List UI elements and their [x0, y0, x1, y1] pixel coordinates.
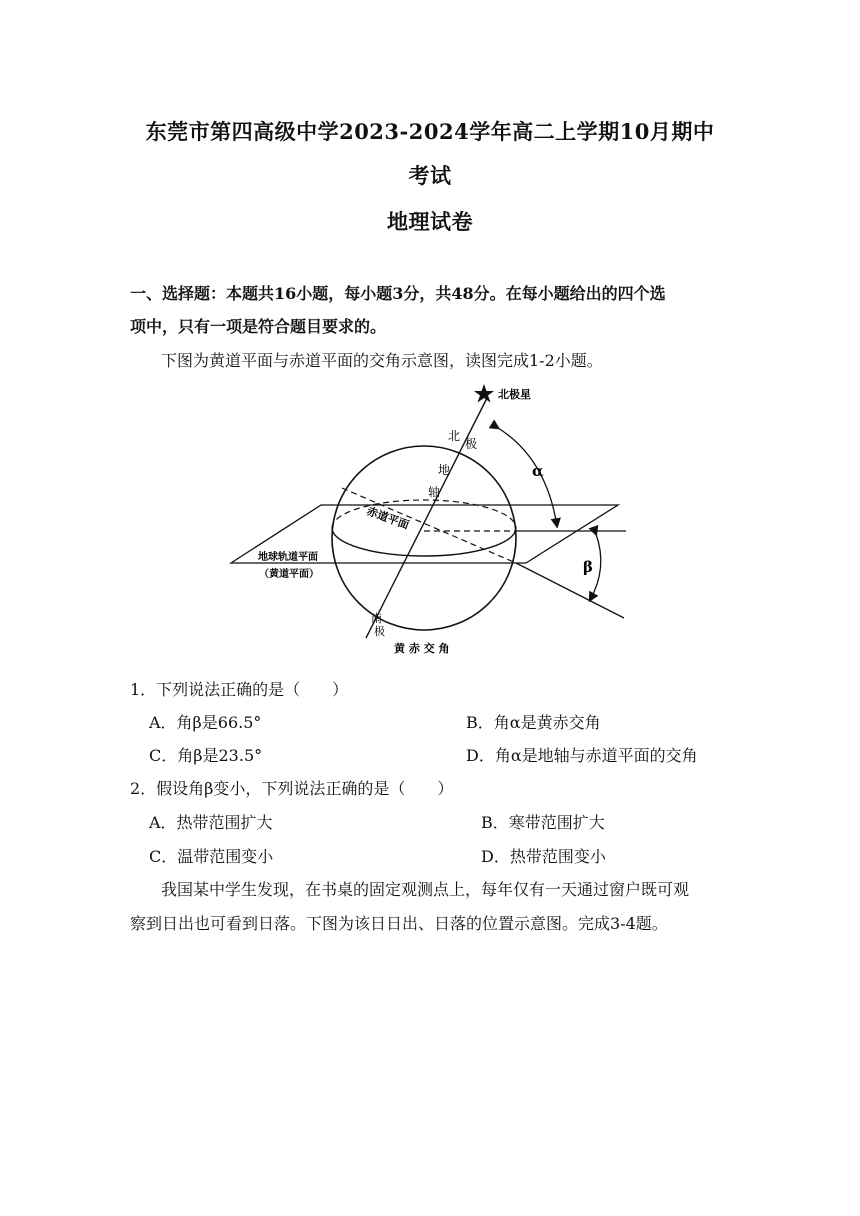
- axis-char-axis: 轴: [428, 485, 441, 499]
- ecliptic-plane-label: （黄道平面）: [259, 569, 319, 580]
- axis-char-earth: 地: [438, 463, 451, 477]
- passage-line2: 察到日出也可看到日落。下图为该日日出、日落的位置示意图。完成3-4题。: [130, 914, 668, 933]
- tilt-line-inner: [342, 488, 516, 563]
- star-icon: [474, 384, 494, 403]
- page-title-line1: 东莞市第四高级中学2023-2024学年高二上学期10月期中: [145, 119, 715, 144]
- question-1-option-b: B．角α是黄赤交角: [466, 713, 601, 732]
- question-2-option-a: A．热带范围扩大: [149, 813, 273, 832]
- orbit-plane-label: 地球轨道平面: [258, 552, 318, 563]
- page-title-line2: 考试: [408, 163, 452, 188]
- alpha-label: α: [532, 462, 544, 480]
- section-heading-line2: 项中，只有一项是符合题目要求的。: [130, 317, 387, 336]
- alpha-arc: [498, 428, 557, 526]
- equator-front: [332, 528, 516, 556]
- question-2-option-b: B．寒带范围扩大: [481, 813, 605, 832]
- question-1-option-d: D．角α是地轴与赤道平面的交角: [466, 746, 698, 765]
- passage-line1: 我国某中学生发现，在书桌的固定观测点上，每年仅有一天通过窗户既可观: [161, 880, 690, 899]
- question-2-option-d: D．热带范围变小: [481, 847, 606, 866]
- equator-plane-label: 赤道平面: [364, 504, 411, 532]
- beta-label: β: [583, 558, 593, 576]
- section-heading-line1: 一、选择题：本题共16小题，每小题3分，共48分。在每小题给出的四个选: [130, 284, 666, 303]
- question-1-option-c: C．角β是23.5°: [149, 746, 263, 765]
- earth-sphere: [332, 446, 516, 630]
- tilt-line-outer: [516, 563, 624, 618]
- polaris-label: 北极星: [498, 388, 531, 401]
- south-char-1: 南: [371, 612, 382, 625]
- question-2-stem: 2．假设角β变小，下列说法正确的是（ ）: [130, 779, 454, 798]
- south-char-2: 极: [374, 625, 385, 638]
- axis-char-pole: 极: [465, 437, 478, 451]
- question-1-stem: 1．下列说法正确的是（ ）: [130, 680, 349, 699]
- figure-caption: 黄 赤 交 角: [394, 642, 450, 655]
- figure-intro: 下图为黄道平面与赤道平面的交角示意图，读图完成1-2小题。: [161, 351, 603, 370]
- page-subtitle: 地理试卷: [387, 209, 473, 234]
- obliquity-diagram: [226, 378, 636, 660]
- question-1-option-a: A．角β是66.5°: [149, 713, 262, 732]
- axis-char-north: 北: [448, 429, 461, 443]
- question-2-option-c: C．温带范围变小: [149, 847, 274, 866]
